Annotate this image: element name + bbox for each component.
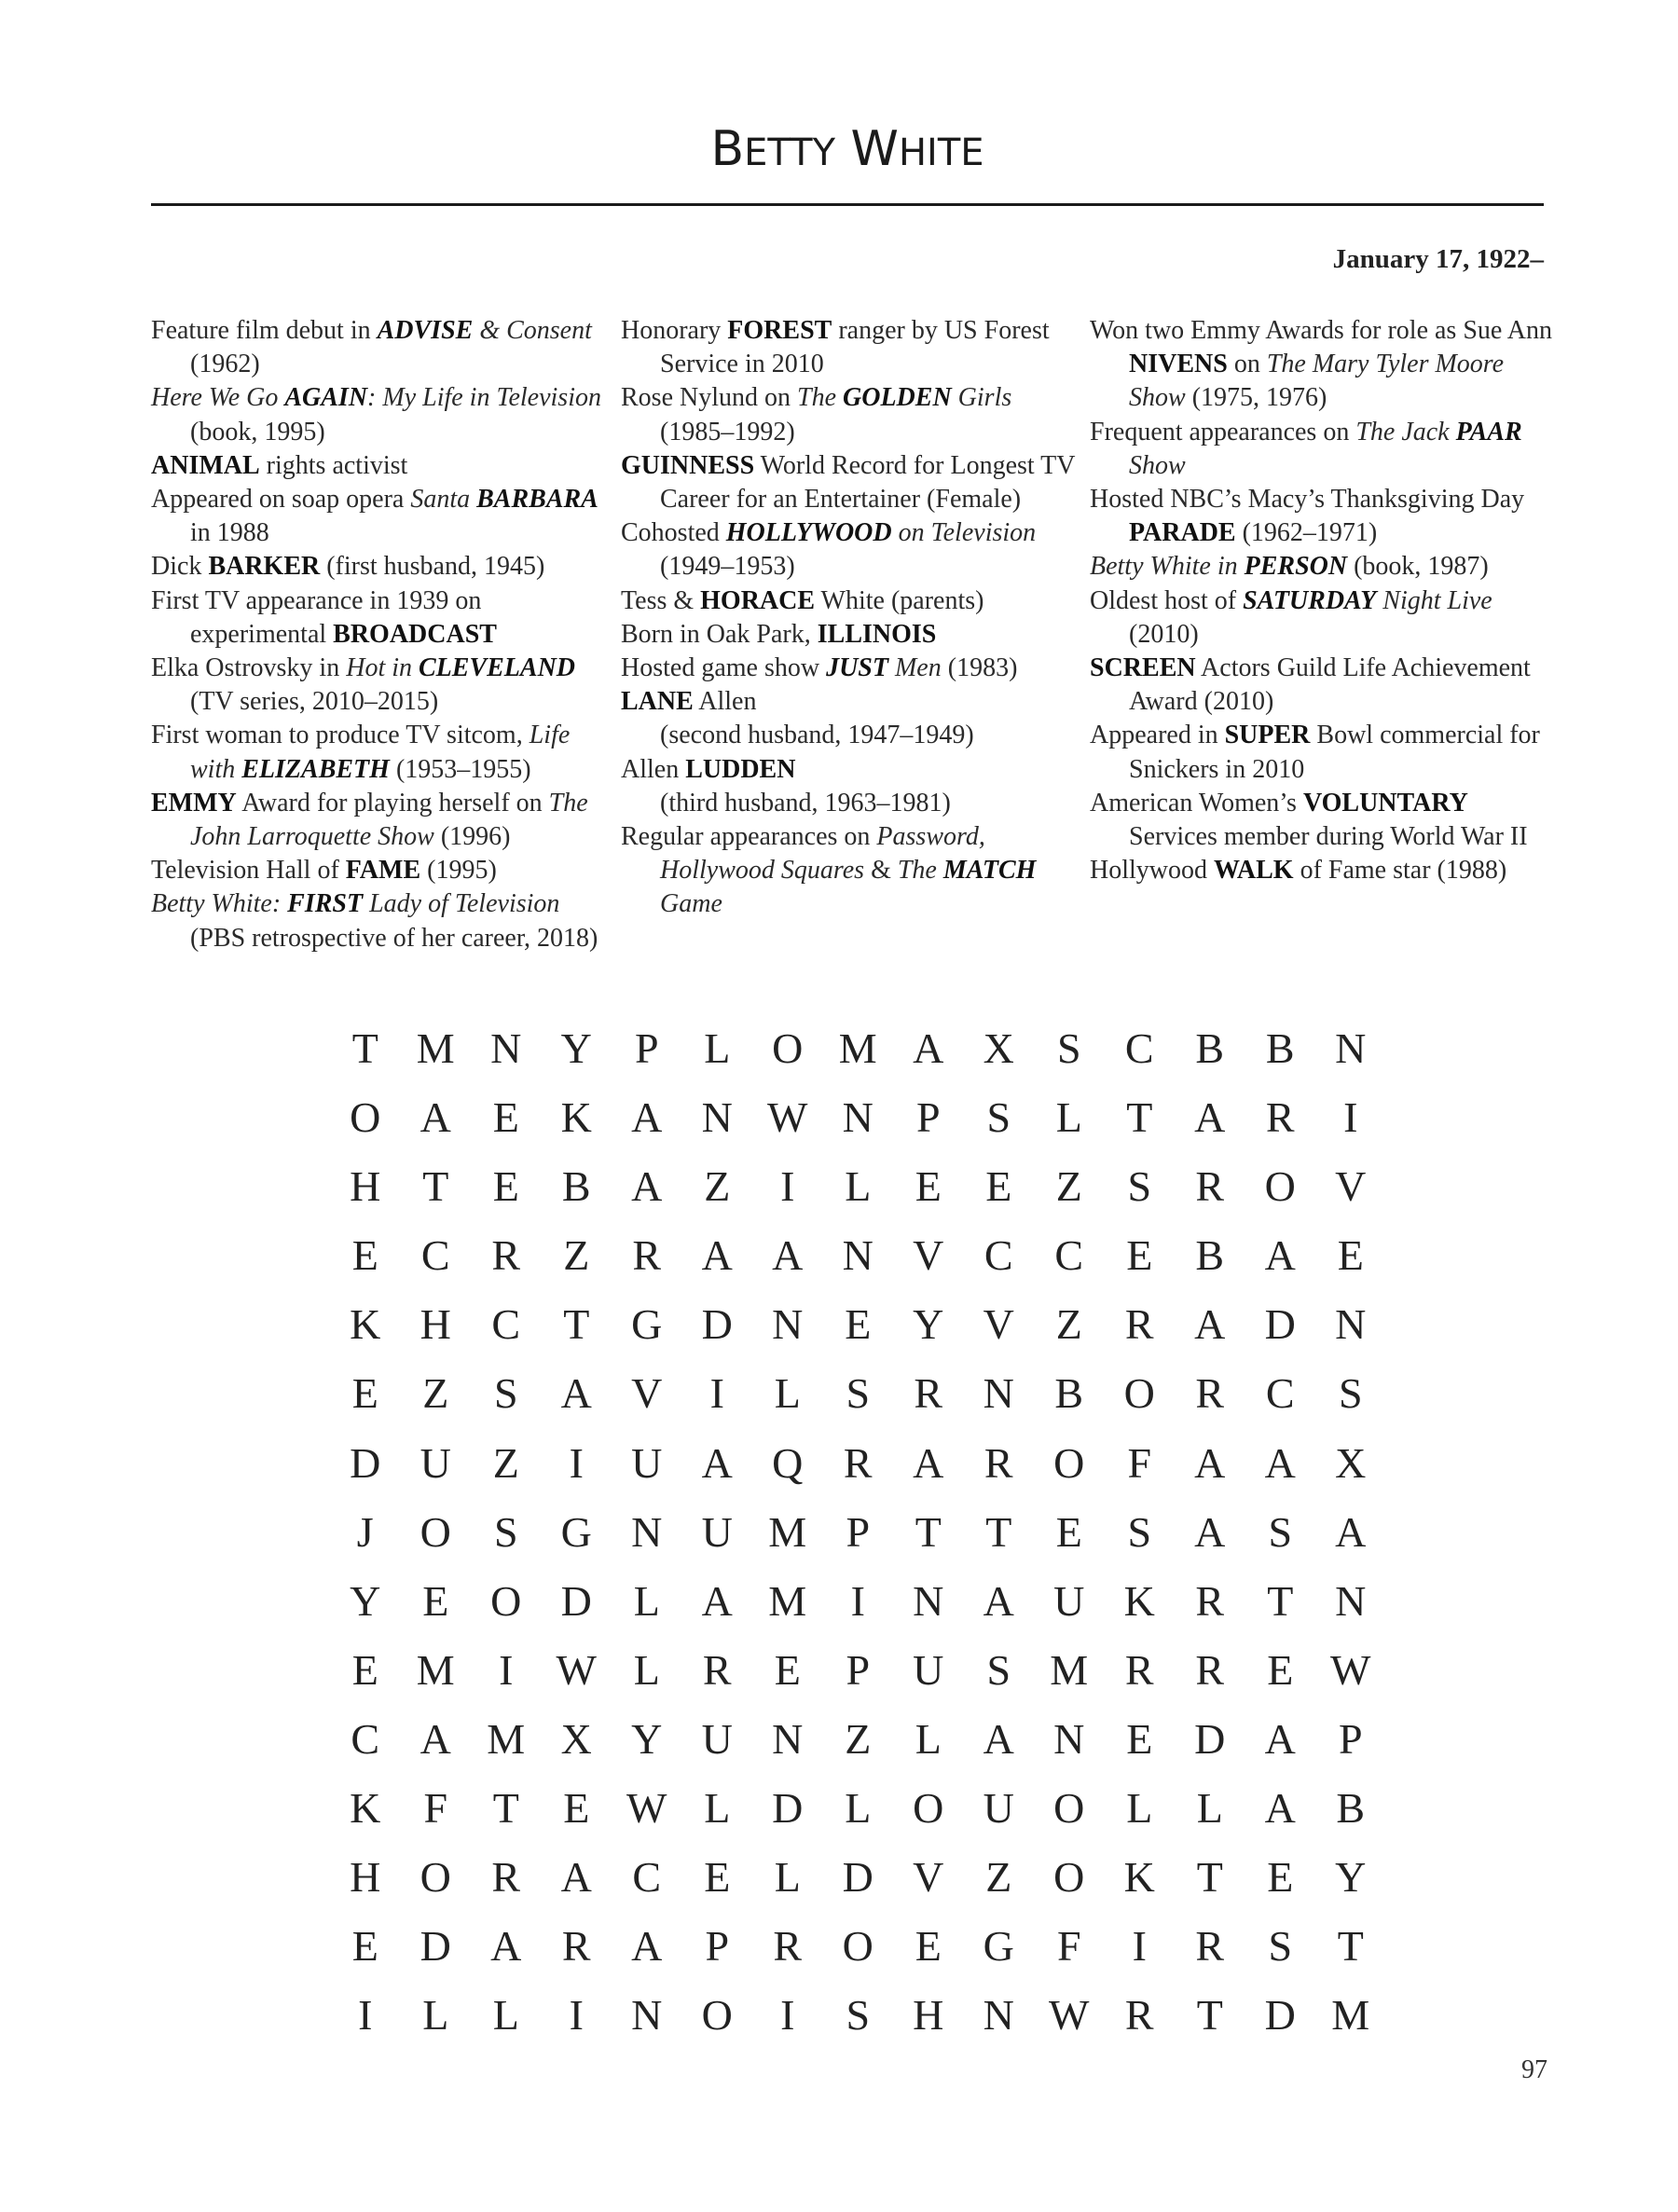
grid-letter: N xyxy=(772,1714,804,1763)
grid-letter: E xyxy=(704,1853,731,1902)
grid-letter: T xyxy=(422,1162,449,1211)
grid-letter: K xyxy=(350,1300,381,1349)
grid-row xyxy=(330,1498,1386,1567)
grid-letter: N xyxy=(490,1024,522,1072)
grid-letter: E xyxy=(351,1922,378,1971)
grid-letter: C xyxy=(983,1231,1013,1280)
grid-letter: B xyxy=(1054,1369,1084,1418)
grid-row xyxy=(330,1912,1386,1981)
grid-letter: X xyxy=(560,1714,592,1763)
grid-row xyxy=(330,1221,1386,1290)
grid-letter: N xyxy=(842,1231,873,1280)
page-title-wrap xyxy=(151,121,1544,177)
grid-letter: S xyxy=(1056,1024,1081,1072)
clue-column-2 xyxy=(621,314,1092,922)
grid-letter: Y xyxy=(560,1024,592,1072)
grid-letter: R xyxy=(491,1231,521,1280)
grid-letter: E xyxy=(422,1576,449,1625)
clue-item: Oldest host of SATURDAY Night Live (2010) xyxy=(1090,585,1492,649)
grid-letter: G xyxy=(983,1922,1014,1971)
grid-letter: Z xyxy=(845,1714,872,1763)
grid-letter: R xyxy=(1195,1645,1225,1694)
grid-letter: T xyxy=(1126,1093,1153,1142)
clue-item: Cohosted HOLLYWOOD on Television (1949–1953) xyxy=(621,518,1037,582)
grid-letter: E xyxy=(985,1162,1012,1211)
clue-item: Hosted NBC’s Macy’s Thanksgiving Day PARADE (1962–1971) xyxy=(1090,485,1525,548)
grid-letter: V xyxy=(631,1369,663,1418)
grid-letter: C xyxy=(491,1300,521,1349)
grid-letter: A xyxy=(631,1162,663,1211)
clue-item: ANIMAL rights activist xyxy=(151,450,408,480)
grid-letter: E xyxy=(1337,1231,1364,1280)
clue-item: GUINNESS World Record for Longest TV Career for an Entertainer (Female) xyxy=(621,450,1075,515)
word-search-grid xyxy=(330,1014,1386,2050)
grid-letter: C xyxy=(632,1853,662,1902)
grid-letter: L xyxy=(845,1162,872,1211)
grid-row xyxy=(330,1290,1386,1359)
grid-row xyxy=(330,1981,1386,2050)
grid-letter: W xyxy=(626,1784,667,1833)
clue-item: Tess & HORACE White (parents) xyxy=(621,585,984,615)
grid-letter: N xyxy=(631,1991,663,2040)
clue-item: Appeared in SUPER Bowl commercial for Snickers in 2010 xyxy=(1090,721,1540,784)
grid-letter: L xyxy=(845,1784,872,1833)
grid-letter: S xyxy=(493,1507,518,1556)
title-rule xyxy=(151,203,1544,206)
grid-letter: A xyxy=(983,1576,1014,1625)
grid-letter: H xyxy=(420,1300,451,1349)
grid-letter: P xyxy=(846,1645,871,1694)
clue-item: Won two Emmy Awards for role as Sue Ann NIVENS on The Mary Tyler Moore Show (1975, 1976) xyxy=(1090,316,1553,413)
grid-letter: P xyxy=(846,1507,871,1556)
grid-letter: R xyxy=(632,1231,662,1280)
grid-letter: O xyxy=(1053,1784,1085,1833)
grid-letter: S xyxy=(986,1645,1011,1694)
grid-letter: B xyxy=(1265,1024,1295,1072)
grid-letter: Y xyxy=(913,1300,944,1349)
grid-letter: A xyxy=(1194,1300,1226,1349)
grid-letter: R xyxy=(983,1438,1013,1487)
grid-letter: A xyxy=(1264,1714,1296,1763)
grid-letter: M xyxy=(838,1024,877,1072)
grid-letter: L xyxy=(1196,1784,1223,1833)
grid-letter: P xyxy=(634,1024,659,1072)
grid-letter: K xyxy=(1123,1853,1155,1902)
clue-item: Betty White in PERSON (book, 1987) xyxy=(1090,552,1489,582)
grid-letter: A xyxy=(701,1231,733,1280)
grid-letter: E xyxy=(915,1922,942,1971)
grid-letter: D xyxy=(420,1922,451,1971)
clue-item: American Women’s VOLUNTARY Services member during World War II xyxy=(1090,788,1528,852)
grid-letter: N xyxy=(1335,1300,1367,1349)
grid-letter: L xyxy=(704,1024,731,1072)
grid-letter: A xyxy=(701,1576,733,1625)
grid-letter: Y xyxy=(1335,1853,1367,1902)
grid-letter: T xyxy=(985,1507,1012,1556)
grid-letter: W xyxy=(767,1093,808,1142)
grid-letter: N xyxy=(983,1991,1014,2040)
grid-letter: Y xyxy=(631,1714,663,1763)
grid-letter: R xyxy=(491,1853,521,1902)
grid-letter: I xyxy=(358,1991,373,2040)
grid-letter: D xyxy=(1264,1300,1296,1349)
clue-item: Hosted game show JUST Men (1983) xyxy=(621,653,1018,683)
grid-row xyxy=(330,1636,1386,1705)
clue-item: Born in Oak Park, ILLINOIS xyxy=(621,619,937,649)
grid-letter: N xyxy=(913,1576,944,1625)
grid-letter: L xyxy=(1055,1093,1082,1142)
grid-letter: A xyxy=(490,1922,522,1971)
grid-letter: M xyxy=(487,1714,526,1763)
grid-letter: C xyxy=(1054,1231,1084,1280)
grid-letter: L xyxy=(633,1645,660,1694)
grid-letter: K xyxy=(1123,1576,1155,1625)
grid-letter: T xyxy=(563,1300,590,1349)
grid-letter: K xyxy=(560,1093,592,1142)
clue-item: Here We Go AGAIN: My Life in Television (book, 1995) xyxy=(151,383,601,447)
grid-letter: A xyxy=(1335,1507,1367,1556)
grid-letter: B xyxy=(1336,1784,1366,1833)
grid-letter: C xyxy=(1265,1369,1295,1418)
grid-letter: R xyxy=(843,1438,873,1487)
grid-letter: B xyxy=(561,1162,591,1211)
grid-letter: M xyxy=(768,1576,807,1625)
grid-letter: G xyxy=(560,1507,592,1556)
grid-letter: P xyxy=(705,1922,730,1971)
grid-letter: N xyxy=(631,1507,663,1556)
clue-item: Frequent appearances on The Jack PAAR Show xyxy=(1090,417,1522,480)
grid-letter: U xyxy=(1053,1576,1085,1625)
grid-letter: L xyxy=(915,1714,942,1763)
grid-letter: S xyxy=(1338,1369,1363,1418)
grid-letter: A xyxy=(701,1438,733,1487)
grid-letter: A xyxy=(1264,1784,1296,1833)
grid-letter: W xyxy=(556,1645,597,1694)
grid-letter: M xyxy=(768,1507,807,1556)
grid-letter: T xyxy=(1267,1576,1294,1625)
grid-letter: H xyxy=(350,1853,381,1902)
grid-letter: E xyxy=(1267,1645,1294,1694)
grid-letter: N xyxy=(1053,1714,1085,1763)
grid-letter: U xyxy=(983,1784,1014,1833)
grid-letter: S xyxy=(986,1093,1011,1142)
grid-letter: D xyxy=(560,1576,592,1625)
clue-item: Appeared on soap opera Santa BARBARA in 1988 xyxy=(151,485,598,548)
grid-letter: U xyxy=(701,1714,733,1763)
grid-letter: B xyxy=(1195,1231,1225,1280)
grid-letter: S xyxy=(1127,1507,1152,1556)
grid-letter: N xyxy=(1335,1576,1367,1625)
grid-letter: E xyxy=(1055,1507,1082,1556)
grid-letter: O xyxy=(701,1991,733,2040)
grid-letter: R xyxy=(914,1369,943,1418)
grid-letter: U xyxy=(420,1438,451,1487)
grid-letter: O xyxy=(1123,1369,1155,1418)
grid-letter: B xyxy=(1195,1024,1225,1072)
grid-letter: A xyxy=(420,1714,451,1763)
grid-letter: T xyxy=(1337,1922,1364,1971)
grid-letter: L xyxy=(422,1991,449,2040)
grid-row xyxy=(330,1429,1386,1498)
grid-letter: R xyxy=(1195,1576,1225,1625)
grid-letter: R xyxy=(1195,1922,1225,1971)
grid-letter: N xyxy=(772,1300,804,1349)
grid-letter: L xyxy=(633,1576,660,1625)
grid-letter: E xyxy=(845,1300,872,1349)
grid-letter: M xyxy=(1050,1645,1089,1694)
grid-letter: E xyxy=(351,1231,378,1280)
grid-letter: E xyxy=(1267,1853,1294,1902)
grid-letter: A xyxy=(560,1853,592,1902)
grid-letter: R xyxy=(1124,1991,1154,2040)
grid-letter: L xyxy=(774,1369,801,1418)
grid-letter: A xyxy=(913,1438,944,1487)
grid-letter: O xyxy=(1053,1438,1085,1487)
grid-letter: I xyxy=(709,1369,724,1418)
grid-letter: O xyxy=(490,1576,522,1625)
grid-letter: T xyxy=(915,1507,942,1556)
grid-letter: R xyxy=(773,1922,803,1971)
clue-item: Dick BARKER (first husband, 1945) xyxy=(151,552,545,582)
grid-letter: T xyxy=(1196,1853,1223,1902)
grid-letter: A xyxy=(1264,1438,1296,1487)
grid-letter: A xyxy=(983,1714,1014,1763)
grid-letter: V xyxy=(913,1231,944,1280)
grid-letter: E xyxy=(492,1093,519,1142)
grid-letter: N xyxy=(701,1093,733,1142)
grid-letter: I xyxy=(569,1438,584,1487)
grid-letter: K xyxy=(350,1784,381,1833)
grid-letter: A xyxy=(420,1093,451,1142)
grid-letter: L xyxy=(774,1853,801,1902)
grid-letter: A xyxy=(1194,1507,1226,1556)
grid-letter: H xyxy=(350,1162,381,1211)
grid-letter: L xyxy=(704,1784,731,1833)
grid-letter: I xyxy=(850,1576,865,1625)
grid-letter: E xyxy=(774,1645,801,1694)
grid-letter: A xyxy=(631,1093,663,1142)
grid-letter: U xyxy=(631,1438,663,1487)
grid-letter: E xyxy=(563,1784,590,1833)
grid-letter: A xyxy=(1194,1093,1226,1142)
clue-item: LANE Allen (second husband, 1947–1949) xyxy=(621,687,974,750)
grid-letter: N xyxy=(983,1369,1014,1418)
grid-letter: M xyxy=(416,1024,455,1072)
grid-letter: T xyxy=(351,1024,378,1072)
grid-letter: N xyxy=(1335,1024,1367,1072)
birth-date: January 17, 1922– xyxy=(1332,244,1544,274)
grid-letter: A xyxy=(1194,1438,1226,1487)
grid-letter: E xyxy=(1126,1714,1153,1763)
grid-letter: D xyxy=(701,1300,733,1349)
grid-letter: D xyxy=(1194,1714,1226,1763)
grid-letter: J xyxy=(356,1507,374,1556)
grid-letter: C xyxy=(420,1231,450,1280)
grid-letter: I xyxy=(499,1645,514,1694)
page-number: 97 xyxy=(1521,2055,1547,2084)
grid-letter: P xyxy=(1338,1714,1363,1763)
grid-letter: Z xyxy=(563,1231,590,1280)
grid-letter: D xyxy=(350,1438,381,1487)
grid-letter: R xyxy=(1265,1093,1295,1142)
clue-item: Elka Ostrovsky in Hot in CLEVELAND (TV series, 2010–2015) xyxy=(151,653,576,717)
grid-row xyxy=(330,1843,1386,1912)
grid-letter: H xyxy=(913,1991,944,2040)
grid-letter: S xyxy=(1268,1922,1293,1971)
grid-letter: E xyxy=(492,1162,519,1211)
grid-letter: M xyxy=(416,1645,455,1694)
grid-letter: M xyxy=(1331,1991,1370,2040)
grid-row xyxy=(330,1567,1386,1636)
grid-letter: R xyxy=(702,1645,732,1694)
grid-letter: G xyxy=(631,1300,663,1349)
grid-letter: S xyxy=(1268,1507,1293,1556)
grid-letter: Z xyxy=(1055,1162,1082,1211)
grid-letter: U xyxy=(701,1507,733,1556)
grid-letter: W xyxy=(1049,1991,1090,2040)
grid-letter: R xyxy=(1195,1369,1225,1418)
grid-row xyxy=(330,1083,1386,1152)
grid-letter: O xyxy=(1053,1853,1085,1902)
grid-letter: V xyxy=(1335,1162,1367,1211)
grid-letter: E xyxy=(351,1369,378,1418)
grid-letter: Z xyxy=(985,1853,1012,1902)
clue-item: Rose Nylund on The GOLDEN Girls (1985–1992) xyxy=(621,383,1012,447)
clue-column-3 xyxy=(1090,314,1556,887)
clue-column-1 xyxy=(151,314,617,955)
grid-letter: I xyxy=(780,1162,795,1211)
clue-item: Allen LUDDEN (third husband, 1963–1981) xyxy=(621,754,951,817)
grid-letter: A xyxy=(913,1024,944,1072)
clue-item: Honorary FOREST ranger by US Forest Service in 2010 xyxy=(621,316,1050,379)
grid-letter: S xyxy=(846,1991,871,2040)
grid-letter: O xyxy=(772,1024,804,1072)
clue-item: Regular appearances on Password, Hollywood Squares & The MATCH Game xyxy=(621,822,1037,919)
grid-letter: S xyxy=(846,1369,871,1418)
grid-letter: Z xyxy=(422,1369,449,1418)
grid-letter: O xyxy=(420,1507,451,1556)
grid-letter: R xyxy=(1124,1300,1154,1349)
clue-item: Hollywood WALK of Fame star (1988) xyxy=(1090,856,1507,886)
grid-letter: T xyxy=(492,1784,519,1833)
grid-letter: E xyxy=(351,1645,378,1694)
grid-letter: Z xyxy=(1055,1300,1082,1349)
clue-item: SCREEN Actors Guild Life Achievement Award (2010) xyxy=(1090,653,1531,717)
grid-letter: F xyxy=(1127,1438,1152,1487)
grid-letter: R xyxy=(1124,1645,1154,1694)
grid-letter: A xyxy=(631,1922,663,1971)
grid-letter: E xyxy=(915,1162,942,1211)
grid-letter: Y xyxy=(350,1576,381,1625)
grid-letter: P xyxy=(915,1093,941,1142)
clue-item: Feature film debut in ADVISE & Consent (1962) xyxy=(151,316,592,379)
grid-row xyxy=(330,1152,1386,1221)
grid-letter: S xyxy=(1127,1162,1152,1211)
grid-letter: D xyxy=(842,1853,873,1902)
grid-letter: Z xyxy=(492,1438,519,1487)
grid-row xyxy=(330,1359,1386,1428)
grid-letter: Z xyxy=(704,1162,731,1211)
grid-letter: R xyxy=(1195,1162,1225,1211)
clue-item: First TV appearance in 1939 on experimental BROADCAST xyxy=(151,585,497,649)
clue-item: Betty White: FIRST Lady of Television (PBS retrospective of her career, 2018) xyxy=(151,889,598,953)
grid-letter: U xyxy=(913,1645,944,1694)
grid-letter: O xyxy=(913,1784,944,1833)
grid-letter: O xyxy=(842,1922,873,1971)
grid-letter: I xyxy=(780,1991,795,2040)
grid-letter: O xyxy=(350,1093,381,1142)
clue-item: Television Hall of FAME (1995) xyxy=(151,856,497,886)
grid-letter: C xyxy=(1124,1024,1154,1072)
clue-item: EMMY Award for playing herself on The John Larroquette Show (1996) xyxy=(151,788,588,852)
clue-item: First woman to produce TV sitcom, Life with ELIZABETH (1953–1955) xyxy=(151,721,571,784)
grid-letter: S xyxy=(493,1369,518,1418)
grid-letter: X xyxy=(983,1024,1014,1072)
grid-letter: V xyxy=(983,1300,1014,1349)
grid-letter: F xyxy=(1056,1922,1081,1971)
grid-letter: X xyxy=(1335,1438,1367,1487)
grid-letter: T xyxy=(1196,1991,1223,2040)
grid-row xyxy=(330,1014,1386,1083)
grid-letter: D xyxy=(1264,1991,1296,2040)
grid-letter: A xyxy=(772,1231,804,1280)
grid-letter: I xyxy=(1132,1922,1147,1971)
grid-letter: D xyxy=(772,1784,804,1833)
page-title: BETTY WHITE xyxy=(710,121,984,177)
grid-letter: I xyxy=(1343,1093,1358,1142)
grid-letter: L xyxy=(492,1991,519,2040)
grid-letter: E xyxy=(1126,1231,1153,1280)
grid-row xyxy=(330,1705,1386,1774)
grid-letter: A xyxy=(1264,1231,1296,1280)
grid-letter: L xyxy=(1126,1784,1153,1833)
grid-letter: A xyxy=(560,1369,592,1418)
grid-letter: N xyxy=(842,1093,873,1142)
grid-letter: R xyxy=(561,1922,591,1971)
grid-letter: C xyxy=(351,1714,380,1763)
grid-letter: I xyxy=(569,1991,584,2040)
grid-letter: W xyxy=(1330,1645,1371,1694)
grid-row xyxy=(330,1774,1386,1843)
grid-letter: O xyxy=(420,1853,451,1902)
grid-letter: F xyxy=(423,1784,448,1833)
grid-letter: O xyxy=(1264,1162,1296,1211)
grid-letter: V xyxy=(913,1853,944,1902)
grid-letter: Q xyxy=(772,1438,804,1487)
